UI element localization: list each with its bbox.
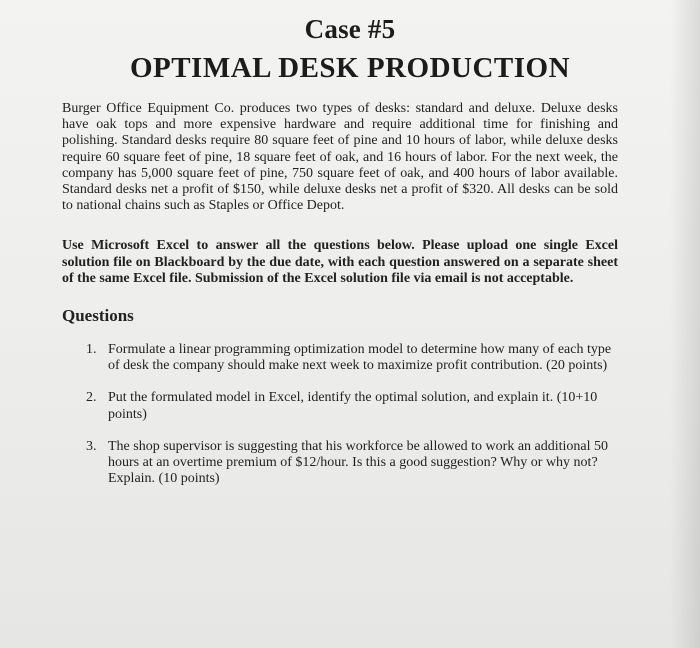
intro-paragraph: Burger Office Equipment Co. produces two types of desks: standard and deluxe. Deluxe desks have oak tops and more expensive hardware and require additional time for finishing and polishing. Standard desks require 80 square feet of pine and 10 hours of labor, while deluxe desks require 60 square feet of pine, 18 square feet of oak, and 16 hours of labor. For the next week, the company has 5,000 square feet of pine, 750 square feet of oak, and 400 hours of labor available. Standard desks net a profit of $150, while deluxe desks net a profit of $320. All desks can be sold to national chains such as Staples or Office Depot. [62,101,618,214]
question-number: 2. [86,390,97,406]
question-item-1 [86,342,620,374]
instructions-paragraph: Use Microsoft Excel to answer all the questions below. Please upload one single Excel solution file on Blackboard by the due date, with each question answered on a separate sheet of the same Excel file. Submission of the Excel solution file via email is not acceptable. [62,238,618,287]
main-title: OPTIMAL DESK PRODUCTION [129,52,571,84]
question-item-2 [86,390,620,422]
questions-heading: Questions [62,306,134,325]
question-text: Put the formulated model in Excel, identify the optimal solution, and explain it. (10+10 points) [108,390,598,422]
question-text: The shop supervisor is suggesting that his workforce be allowed to work an additional 50 hours at an overtime premium of $12/hour. Is this a good suggestion? Why or why not? Explain. (10 points) [108,438,609,487]
question-number: 1. [86,342,97,357]
questions-list [86,342,620,487]
question-item-3 [86,439,620,488]
case-title: Case #5 [304,14,396,44]
question-number: 3. [86,438,97,454]
question-text: Formulate a linear programming optimization model to determine how many of each type of desk the company should make next week to maximize profit contribution. (20 points) [108,342,612,374]
